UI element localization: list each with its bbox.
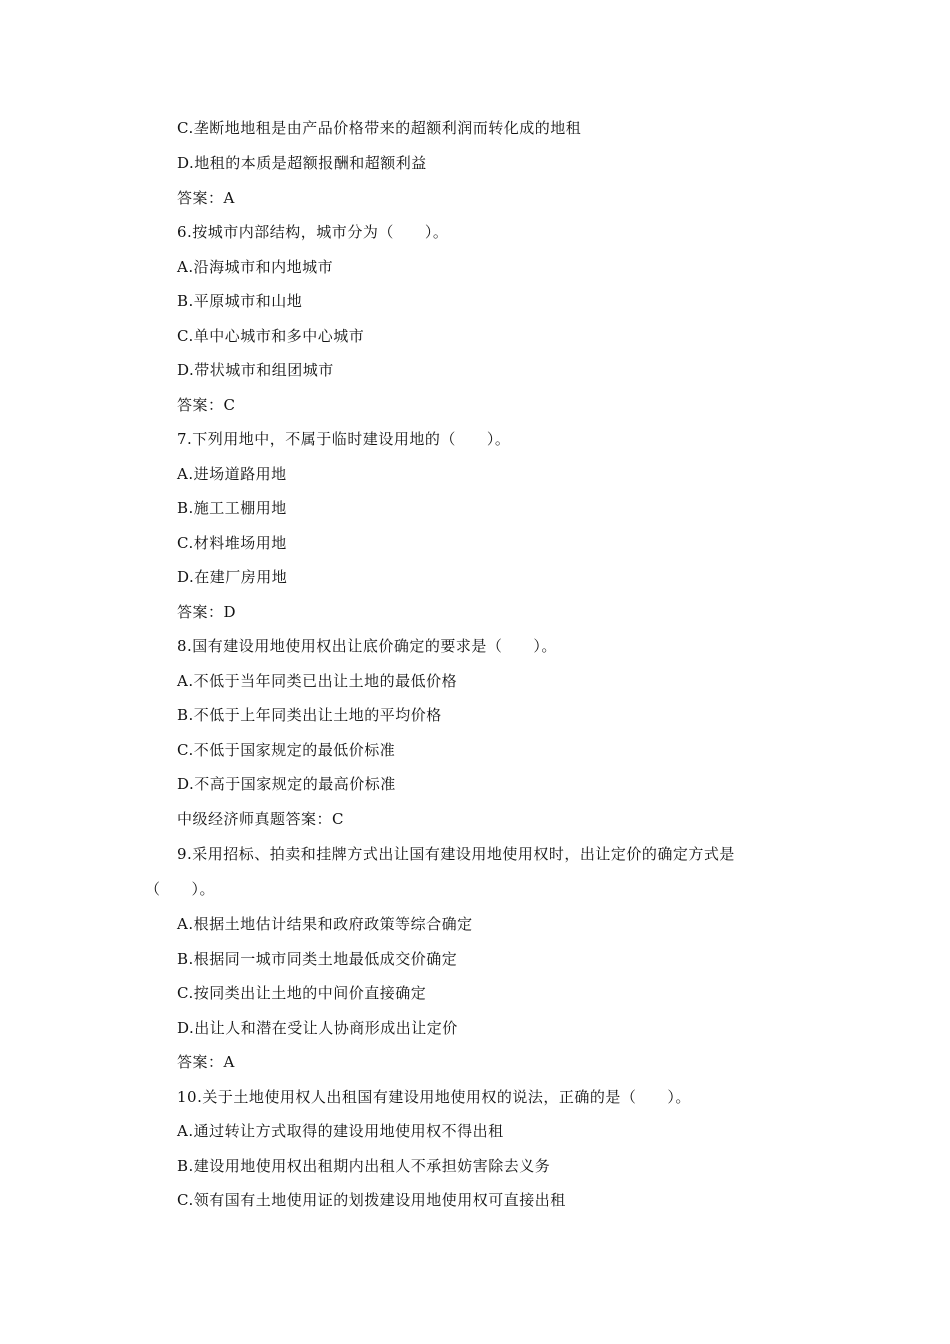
option-line: C.垄断地地租是由产品价格带来的超额利润而转化成的地租 xyxy=(177,119,582,137)
option-line: A.沿海城市和内地城市 xyxy=(177,258,334,276)
option-line: C.按同类出让土地的中间价直接确定 xyxy=(177,984,427,1002)
option-line: C.不低于国家规定的最低价标准 xyxy=(177,741,396,759)
option-line: D.出让人和潜在受让人协商形成出让定价 xyxy=(177,1019,458,1037)
answer-line: 答案：C xyxy=(177,396,236,414)
option-line: D.不高于国家规定的最高价标准 xyxy=(177,775,396,793)
option-line: A.进场道路用地 xyxy=(177,465,287,483)
option-line: B.不低于上年同类出让土地的平均价格 xyxy=(177,706,442,724)
option-line: D.在建厂房用地 xyxy=(177,568,288,586)
option-line: D.带状城市和组团城市 xyxy=(177,361,334,379)
option-line: A.通过转让方式取得的建设用地使用权不得出租 xyxy=(177,1122,504,1140)
answer-line: 中级经济师真题答案：C xyxy=(177,810,344,828)
option-line: B.根据同一城市同类土地最低成交价确定 xyxy=(177,950,458,968)
option-line: C.材料堆场用地 xyxy=(177,534,287,552)
option-line: D.地租的本质是超额报酬和超额利益 xyxy=(177,154,427,172)
question-line: 8.国有建设用地使用权出让底价确定的要求是（ ）。 xyxy=(177,637,557,655)
answer-line: 答案：D xyxy=(177,603,237,621)
answer-line: 答案：A xyxy=(177,189,235,207)
question-line-continuation: （ ）。 xyxy=(145,880,216,898)
option-line: B.平原城市和山地 xyxy=(177,292,303,310)
question-line: 7.下列用地中，不属于临时建设用地的（ ）。 xyxy=(177,430,511,448)
question-line: 10.关于土地使用权人出租国有建设用地使用权的说法，正确的是（ ）。 xyxy=(177,1088,691,1106)
option-line: A.不低于当年同类已出让土地的最低价格 xyxy=(177,672,458,690)
option-line: B.施工工棚用地 xyxy=(177,499,287,517)
question-line: 6.按城市内部结构，城市分为（ ）。 xyxy=(177,223,449,241)
option-line: C.领有国有土地使用证的划拨建设用地使用权可直接出租 xyxy=(177,1191,566,1209)
option-line: B.建设用地使用权出租期内出租人不承担妨害除去义务 xyxy=(177,1157,551,1175)
answer-line: 答案：A xyxy=(177,1053,235,1071)
option-line: A.根据土地估计结果和政府政策等综合确定 xyxy=(177,915,473,933)
option-line: C.单中心城市和多中心城市 xyxy=(177,327,365,345)
question-line: 9.采用招标、拍卖和挂牌方式出让国有建设用地使用权时，出让定价的确定方式是 xyxy=(177,845,735,863)
